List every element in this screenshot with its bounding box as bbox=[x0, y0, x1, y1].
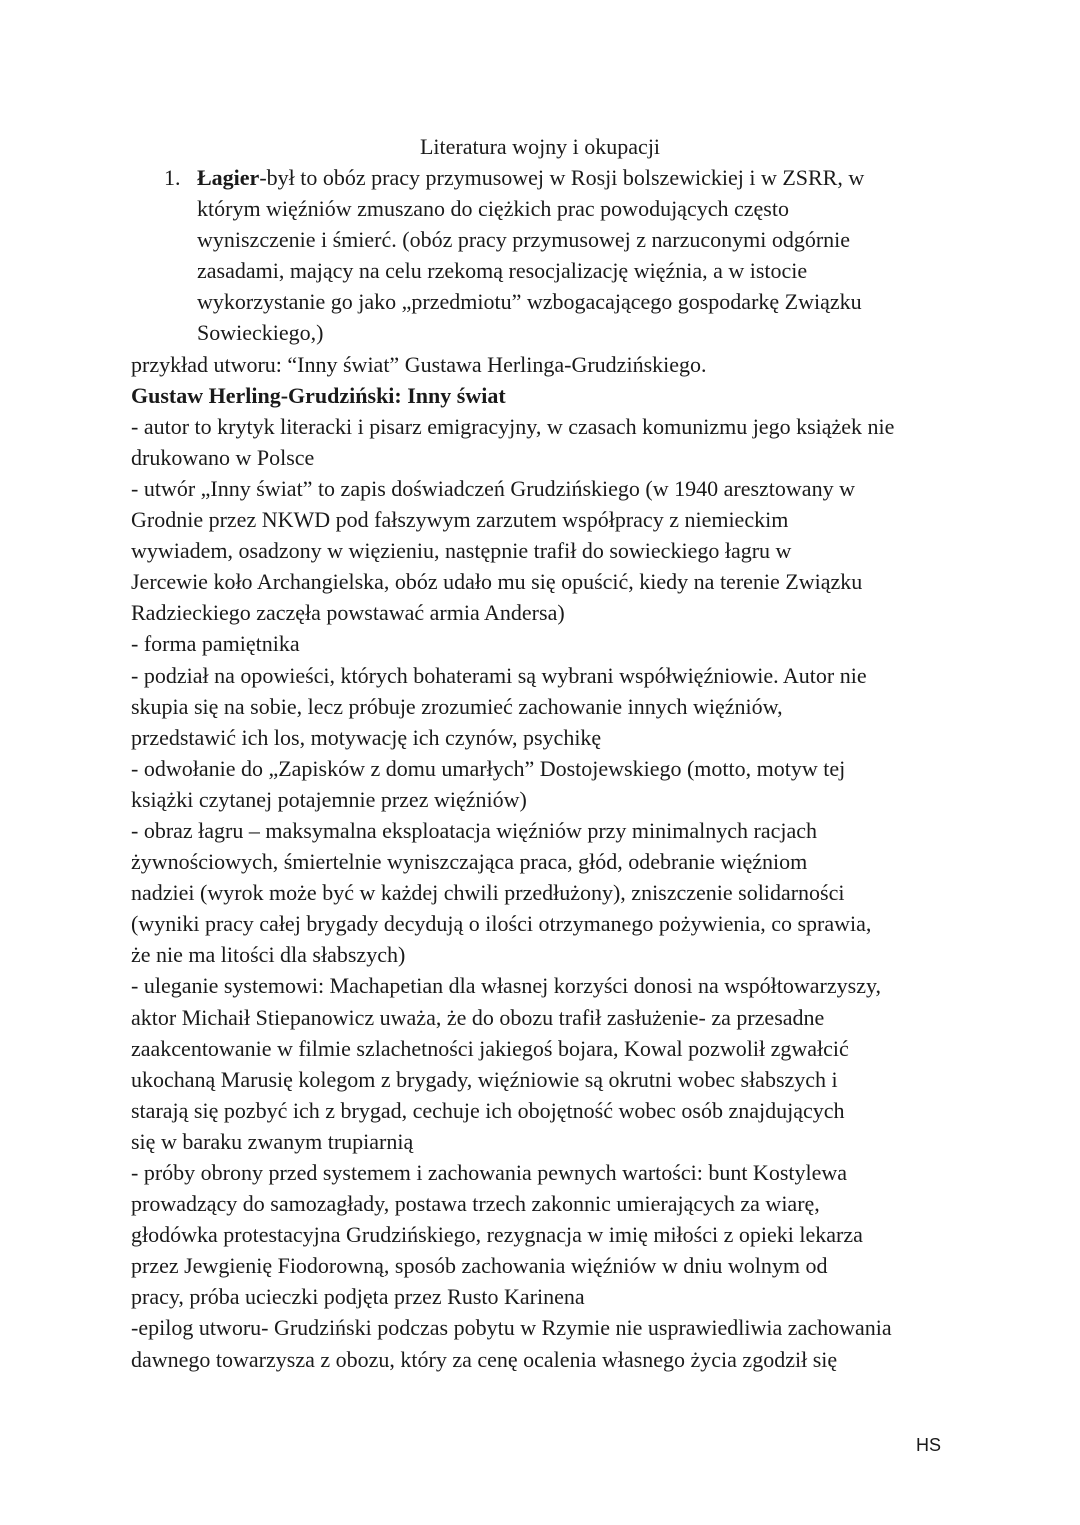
body-line: wywiadem, osadzony w więzieniu, następnie trafił do sowieckiego łagru w bbox=[131, 538, 792, 564]
body-line: -epilog utworu- Grudziński podczas pobytu w Rzymie nie usprawiedliwia zachowania bbox=[131, 1315, 892, 1341]
list-line: wyniszczenie i śmierć. (obóz pracy przymusowej z narzuconymi odgórnie bbox=[197, 227, 851, 253]
body-line: się w baraku zwanym trupiarnią bbox=[131, 1128, 414, 1154]
body-line: - obraz łagru – maksymalna eksploatacja więźniów przy minimalnych racjach bbox=[131, 817, 818, 843]
document-body bbox=[131, 162, 961, 1375]
list-line-text: -był to obóz pracy przymusowej w Rosji bolszewickiej i w ZSRR, w bbox=[259, 165, 865, 190]
body-line: - podział na opowieści, których bohaterami są wybrani współwięźniowie. Autor nie bbox=[131, 662, 867, 688]
body-line: przedstawić ich los, motywację ich czynów, psychikę bbox=[131, 724, 602, 750]
body-line: żywnościowych, śmiertelnie wyniszczająca praca, głód, odebranie więźniom bbox=[131, 849, 808, 875]
body-line: dawnego towarzysza z obozu, który za cenę ocalenia własnego życia zgodził się bbox=[131, 1346, 838, 1372]
body-line: - próby obrony przed systemem i zachowania pewnych wartości: bunt Kostylewa bbox=[131, 1160, 848, 1185]
body-line: prowadzący do samozagłady, postawa trzech zakonnic umierających za wiarę, bbox=[131, 1191, 820, 1217]
list-line bbox=[197, 162, 961, 193]
body-line: nadziei (wyrok może być w każdej chwili przedłużony), zniszczenie solidarności bbox=[131, 880, 845, 906]
body-line: (wyniki pracy całej brygady decydują o ilości otrzymanego pożywienia, co sprawia, bbox=[131, 911, 872, 937]
body-line: pracy, próba ucieczki podjęta przez Rusto Karinena bbox=[131, 1284, 585, 1310]
body-line: - autor to krytyk literacki i pisarz emigracyjny, w czasach komunizmu jego książek nie bbox=[131, 413, 895, 439]
section-heading bbox=[131, 380, 961, 411]
body-text bbox=[131, 411, 961, 1375]
body-line: ukochaną Marusię kolegom z brygady, więźniowie są okrutni wobec słabszych i bbox=[131, 1066, 838, 1092]
body-line: Grodnie przez NKWD pod fałszywym zarzutem współpracy z niemieckim bbox=[131, 507, 789, 533]
author-initials: HS bbox=[916, 1435, 942, 1455]
list-line: Sowieckiego,) bbox=[197, 320, 324, 346]
list-line: wykorzystanie go jako „przedmiotu” wzbogacającego gospodarkę Związku bbox=[197, 289, 862, 315]
list-term: Łagier bbox=[197, 165, 260, 190]
body-line: - odwołanie do „Zapisków z domu umarłych” Dostojewskiego (motto, motyw tej bbox=[131, 755, 846, 781]
body-line: - forma pamiętnika bbox=[131, 631, 300, 657]
body-line: głodówka protestacyjna Grudzińskiego, rezygnacja w imię miłości z opieki lekarza bbox=[131, 1222, 863, 1248]
body-line: starają się pozbyć ich z brygad, cechuje ich obojętność wobec osób znajdujących bbox=[131, 1097, 845, 1123]
list-line: zasadami, mający na celu rzekomą resocjalizację więźnia, a w istocie bbox=[197, 258, 808, 284]
body-line: zaakcentowanie w filmie szlachetności jakiegoś bojara, Kowal pozwolił zgwałcić bbox=[131, 1035, 849, 1061]
numbered-list-item bbox=[131, 162, 961, 349]
body-line: skupia się na sobie, lecz próbuje zrozumieć zachowanie innych więźniów, bbox=[131, 693, 783, 719]
document-title: Literatura wojny i okupacji bbox=[419, 134, 661, 159]
body-line: - utwór „Inny świat” to zapis doświadczeń Grudzińskiego (w 1940 aresztowany w bbox=[131, 475, 855, 501]
example-line: przykład utworu: “Inny świat” Gustawa Herlinga-Grudzińskiego. bbox=[131, 351, 707, 377]
body-line: książki czytanej potajemnie przez więźniów) bbox=[131, 786, 527, 812]
list-line: którym więźniów zmuszano do ciężkich prac powodujących często bbox=[197, 196, 789, 222]
body-line: przez Jewgienię Fiodorowną, sposób zachowania więźniów w dniu wolnym od bbox=[131, 1253, 828, 1279]
body-line: że nie ma litości dla słabszych) bbox=[131, 942, 406, 968]
body-line: - uleganie systemowi: Machapetian dla własnej korzyści donosi na współtowarzyszy, bbox=[131, 973, 882, 999]
body-line: Jercewie koło Archangielska, obóz udało mu się opuścić, kiedy na terenie Związku bbox=[131, 569, 863, 595]
body-line: Radzieckiego zaczęła powstawać armia Andersa) bbox=[131, 600, 565, 626]
section-heading-text: Gustaw Herling-Grudziński: Inny świat bbox=[131, 382, 506, 408]
body-line: drukowano w Polsce bbox=[131, 444, 315, 470]
list-number: 1. bbox=[164, 165, 181, 190]
body-line: aktor Michaił Stiepanowicz uważa, że do obozu trafił zasłużenie- za przesadne bbox=[131, 1004, 825, 1030]
